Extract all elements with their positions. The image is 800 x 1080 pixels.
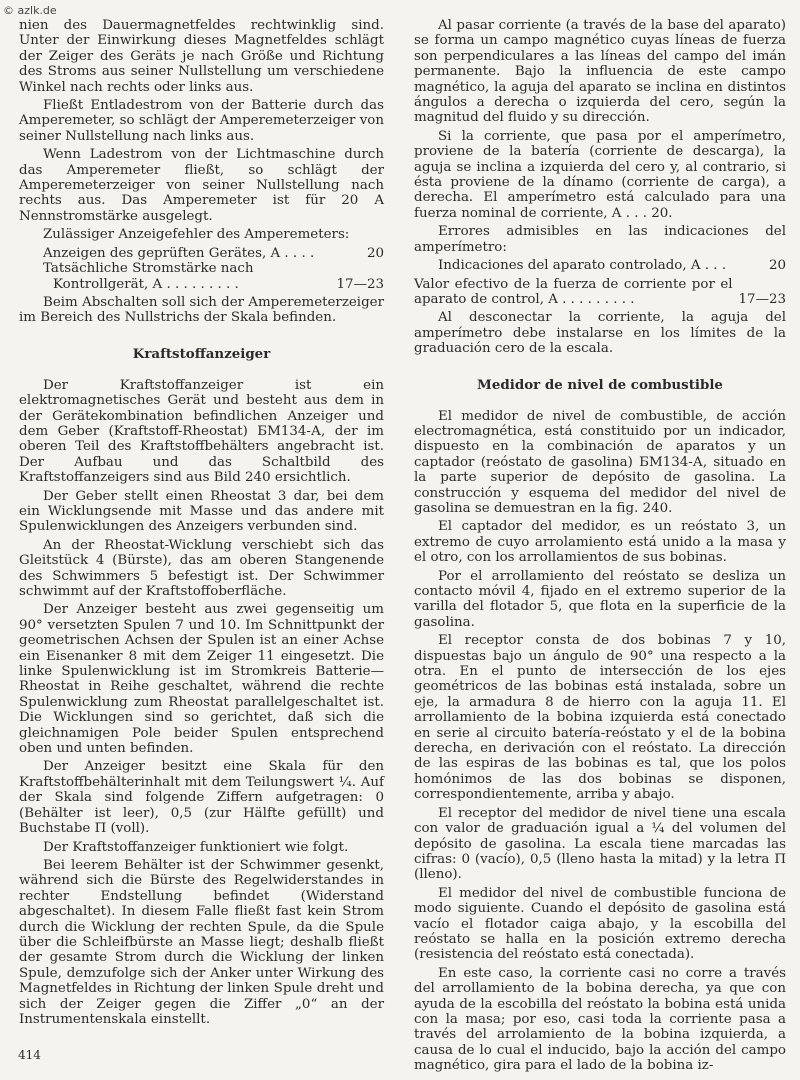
paragraph: El receptor consta de dos bobinas 7 y 10, dispuestas bajo un ángulo de 90° una respecto a la otra. En el punto de intersección de los ejes geométricos de las bobinas está instalada, sobre un eje, la armadura 8 de hierro con la aguja 11. El arrollamiento de la bobina izquierda está conectado en serie al circuito batería-reóstato y el de la bobina derecha, en derivación con el reóstato. La dirección de las espiras de las bobinas es tal, que los polos homónimos de las dos bobinas se disponen, correspondientemente, arriba y abajo. — [414, 633, 786, 803]
row-label: Indicaciones del aparato controlado, A . . . — [438, 258, 727, 274]
paragraph: El captador del medidor, es un reóstato 3, un extremo de cuyo arrolamiento está unido a la masa y el otro, con los arrollamientos de sus bobinas. — [414, 519, 786, 566]
error-table — [43, 246, 384, 292]
row-label: Kontrollgerät, A . . . . . . . . . — [53, 276, 239, 292]
paragraph: Der Kraftstoffanzeiger ist ein elektromagnetisches Gerät und besteht aus dem in der Gerätekombination befindlichen Anzeiger und dem Geber (Kraftstoff-Rheostat) БМ134-А, der im oberen Teil des Kraftstoffbehälters angebracht ist. Der Aufbau und das Schaltbild des Kraftstoffanzeigers sind aus Bild 240 ersichtlich. — [19, 377, 384, 486]
spanish-column — [414, 18, 786, 1077]
paragraph: An der Rheostat-Wicklung verschiebt sich das Gleitstück 4 (Bürste), das am oberen Stangenende des Schwimmers 5 befestigt ist. Der Schwimmer schwimmt auf der Kraftstoffoberfläche. — [19, 537, 384, 599]
row-value: 20 — [366, 245, 384, 261]
row-value: 20 — [768, 258, 786, 274]
paragraph: Wenn Ladestrom von der Lichtmaschine durch das Amperemeter fließt, so schlägt der Amperemeterzeiger von seiner Nullstellung nach rechts aus. Das Amperemeter ist für 20 A Nennstromstärke ausgelegt. — [19, 147, 384, 224]
row-value: 17—23 — [336, 276, 384, 292]
paragraph: Der Kraftstoffanzeiger funktioniert wie folgt. — [43, 839, 349, 855]
table-row — [414, 277, 786, 308]
paragraph: El receptor del medidor de nivel tiene una escala con valor de graduación igual a ¼ del volumen del depósito de gasolina. La escala tiene marcadas las cifras: 0 (vacío), 0,5 (lleno hasta la mitad) y la letra П (lleno). — [414, 805, 786, 883]
paragraph: Por el arrollamiento del reóstato se desliza un contacto móvil 4, fijado en el extremo superior de la varilla del flotador 5, que flota en la superficie de la gasolina. — [414, 568, 786, 630]
page-number: 414 — [18, 1048, 41, 1062]
table-row — [43, 246, 384, 261]
paragraph: Der Anzeiger besteht aus zwei gegenseitig um 90° versetzten Spulen 7 und 10. Im Schnittpunkt der geometrischen Achsen der Spulen ist an einer Achse ein Eisenanker 8 mit dem Zeiger 11 eingesetzt. Die linke Spulenwicklung ist im Stromkreis Batterie—Rheostat in Reihe geschaltet, während die rechte Spulenwicklung zum Rheostat parallelgeschaltet ist. Die Wicklungen sind so gerichtet, daß sich die gleichnamigen Pole beider Spulen entsprechend oben und unten befinden. — [19, 602, 384, 757]
table-row — [43, 277, 384, 292]
paragraph: Errores admisibles en las indicaciones del amperímetro: — [414, 224, 786, 255]
paragraph: Beim Abschalten soll sich der Amperemeterzeiger im Bereich des Nullstrichs der Skala befinden. — [19, 294, 384, 326]
paragraph: El medidor de nivel de combustible, de acción electromagnética, está constituido por un indicador, dispuesto en la combinación de aparatos y un captador (reóstato de gasolina) БМ134-А, situado en la parte superior de depósito de gasolina. La construcción y esquema del medidor del nivel de gasolina se demuestran en la fig. 240. — [414, 408, 786, 516]
table-row — [438, 258, 786, 273]
row-label: Anzeigen des geprüften Gerätes, A . . . . — [43, 245, 315, 261]
paragraph: Zulässiger Anzeigefehler des Amperemeters: — [43, 227, 350, 243]
row-value: 17—23 — [738, 291, 786, 307]
paragraph: nien des Dauermagnetfeldes rechtwinklig sind. Unter der Einwirkung dieses Magnetfeldes schlägt der Zeiger des Geräts je nach Größe und Richtung des Stroms aus seiner Nullstellung um verschiedene Winkel nach rechts oder links aus. — [19, 18, 384, 95]
paragraph: El medidor del nivel de combustible funciona de modo siguiente. Cuando el depósito de gasolina está vacío el flotador caiga abajo, y la escobilla del reóstato se halla en la posición extremo derecha (resistencia del reóstato está conectada). — [414, 885, 786, 963]
section-heading: Medidor de nivel de combustible — [477, 376, 723, 393]
watermark: © azlk.de — [3, 4, 57, 17]
paragraph: Si la corriente, que pasa por el amperímetro, proviene de la batería (corriente de descarga), la aguja se inclina a izquierda del cero y, al contrario, si ésta proviene de la dínamo (corriente de carga), a derecha. El amperímetro está calculado para una fuerza nominal de corriente, A . . . 20. — [414, 128, 786, 221]
section-heading: Kraftstoffanzeiger — [132, 345, 271, 362]
paragraph: Bei leerem Behälter ist der Schwimmer gesenkt, während sich die Bürste des Regelwiderstandes in rechter Endstellung befindet (Widerstand abgeschaltet). In diesem Falle fließt fast kein Strom durch die Wicklung der rechten Spule, da die Spule über die Schleifbürste an Masse liegt; deshalb fließt der gesamte Strom durch die Wicklung der linken Spule, demzufolge sich der Anker unter Wirkung des Magnetfeldes in Richtung der linken Spule dreht und sich der Zeiger gegen die Ziffer „0“ an der Instrumentenskala einstellt. — [19, 857, 384, 1027]
paragraph: Al pasar corriente (a través de la base del aparato) se forma un campo magnético cuyas líneas de fuerza son perpendiculares a las líneas del campo del imán permanente. Bajo la influencia de este campo magnético, la aguja del aparato se inclina en distintos ángulos a derecha o izquierda del cero, según la magnitud del fluido y su dirección. — [414, 18, 786, 126]
paragraph: En este caso, la corriente casi no corre a través del arrollamiento de la bobina derecha, ya que con ayuda de la escobilla del reóstato la bobina está unida con la masa; por eso, casi toda la corriente pasa a través del arrolamiento de la bobina izquierda, a causa de lo cual el inducido, bajo la acción del campo magnético, gira para el lado de la bobina iz- — [414, 965, 786, 1074]
error-table — [438, 258, 786, 273]
paragraph: Der Geber stellt einen Rheostat 3 dar, bei dem ein Wicklungsende mit Masse und das andere mit Spulenwicklungen des Anzeigers verbunden sind. — [19, 488, 384, 535]
german-column — [19, 18, 384, 1030]
paragraph: Fließt Entladestrom von der Batterie durch das Amperemeter, so schlägt der Amperemeterzeiger von seiner Nullstellung nach links aus. — [19, 98, 384, 144]
row-label: Valor efectivo de la fuerza de corriente por el aparato de control, A . . . . . . . . . — [414, 276, 733, 307]
paragraph: Al desconectar la corriente, la aguja del amperímetro debe instalarse en los límites de la graduación cero de la escala. — [414, 310, 786, 357]
paragraph: Der Anzeiger besitzt eine Skala für den Kraftstoffbehälterinhalt mit dem Teilungswert ¼. Auf der Skala sind folgende Ziffern aufgetragen: 0 (Behälter ist leer), 0,5 (zur Hälfte gefüllt) und Buchstabe П (voll). — [19, 759, 384, 837]
table-row: Tatsächliche Stromstärke nach — [43, 261, 254, 277]
